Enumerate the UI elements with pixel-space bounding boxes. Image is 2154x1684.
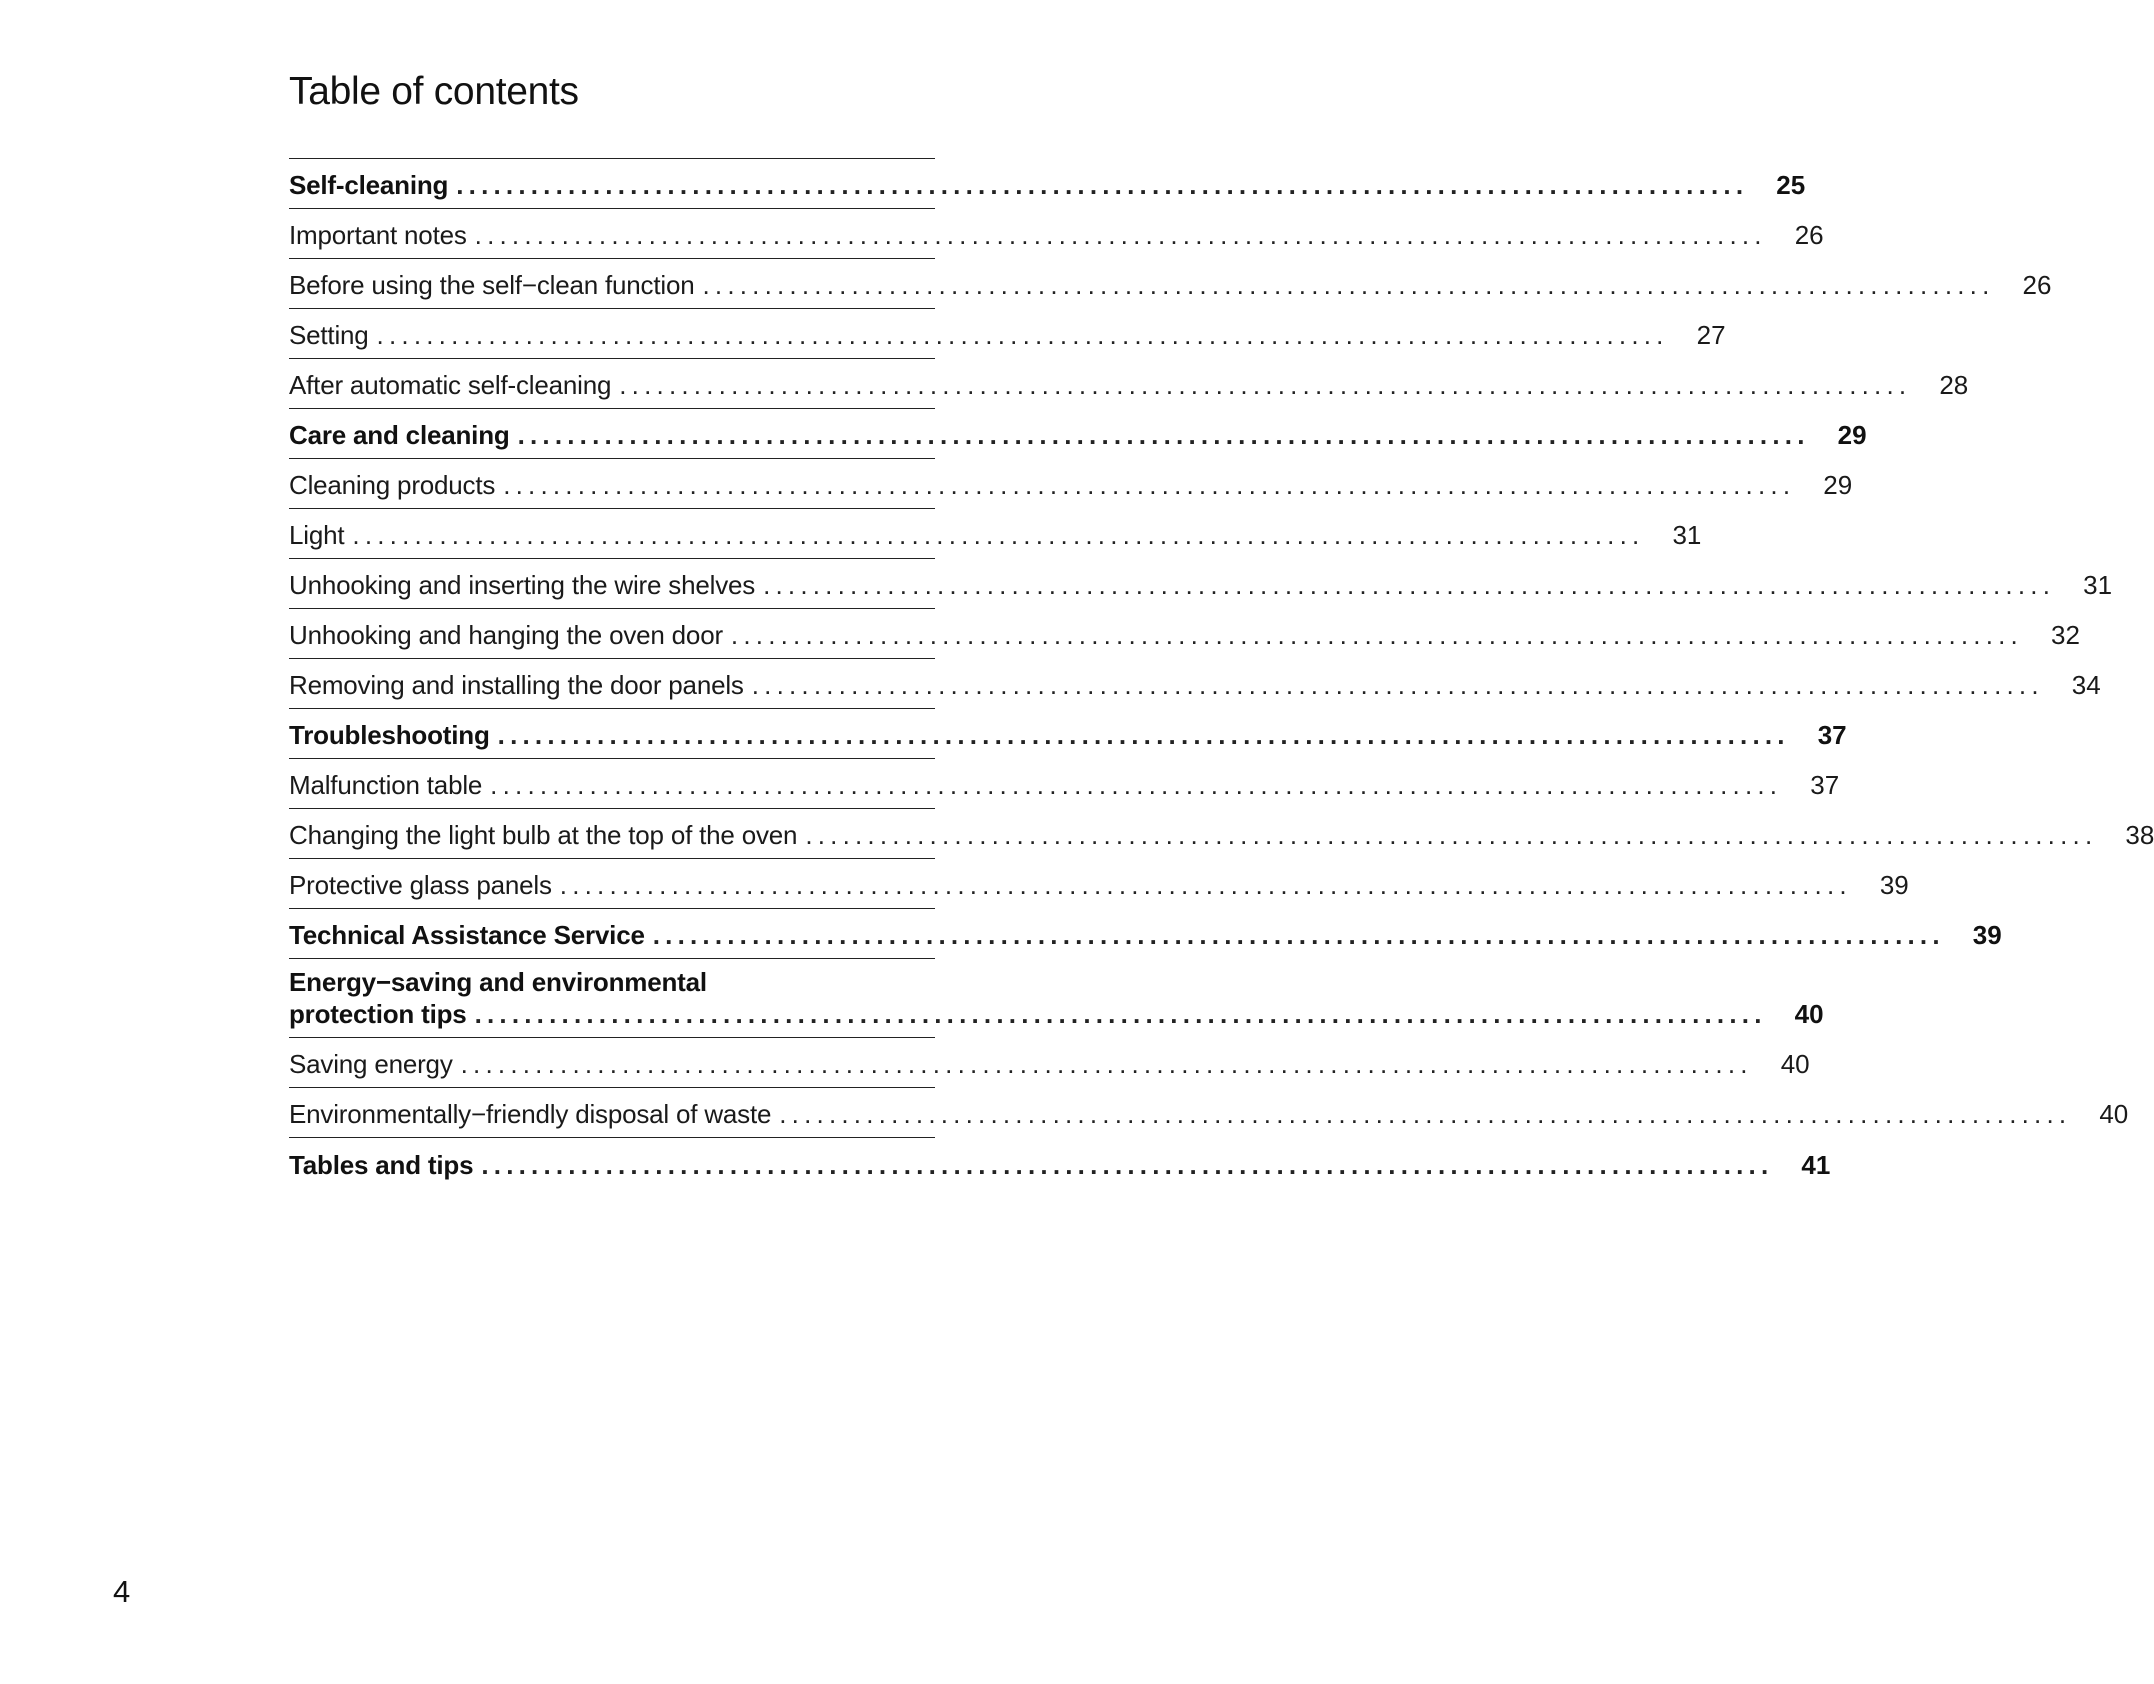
leader-dots: ........................................................................................................ (805, 820, 2098, 850)
table-of-contents (289, 158, 2154, 1188)
leader-dots: ........................................................................................................ (352, 520, 1645, 550)
toc-entry[interactable] (289, 859, 1909, 909)
toc-entry-title: Protective glass panels (289, 871, 560, 899)
leader-dots: ........................................................................................................ (474, 999, 1767, 1029)
leader-dots: ........................................................................................................ (474, 220, 1767, 250)
toc-entry-title: Environmentally−friendly disposal of waste (289, 1100, 779, 1128)
toc-entry-title: Self-cleaning (289, 171, 456, 199)
leader-dots: ........................................................................................................ (619, 370, 1912, 400)
toc-entry-page: 29 (1823, 470, 1853, 500)
toc-entry-page: 29 (1837, 420, 1867, 450)
toc-entry-page: 40 (1780, 1049, 1810, 1079)
leader-dots: ........................................................................................................ (517, 420, 1810, 450)
toc-entry-title: After automatic self-cleaning (289, 371, 619, 399)
toc-entry-page: 40 (2099, 1099, 2129, 1129)
toc-entry[interactable] (289, 709, 1847, 759)
toc-entry[interactable] (289, 909, 2002, 959)
toc-entry[interactable] (289, 659, 2101, 709)
leader-dots: ........................................................................................................ (730, 620, 2023, 650)
toc-entry[interactable] (289, 809, 2154, 859)
toc-entry-title: Important notes (289, 221, 475, 249)
leader-dots: ........................................................................................................ (779, 1099, 2072, 1129)
toc-entry[interactable] (289, 459, 1853, 509)
toc-entry-page: 32 (2050, 620, 2080, 650)
leader-dots: ........................................................................................................ (702, 270, 1995, 300)
toc-entry-title: protection tips (289, 1000, 475, 1028)
toc-entry-page: 38 (2125, 820, 2154, 850)
toc-entry-title: Unhooking and hanging the oven door (289, 621, 731, 649)
page-number: 4 (113, 1574, 131, 1609)
toc-entry[interactable] (289, 309, 1726, 359)
leader-dots: ........................................................................................................ (751, 670, 2044, 700)
leader-dots: ........................................................................................................ (460, 1049, 1753, 1079)
toc-entry[interactable] (289, 159, 1806, 209)
toc-entry-title: Troubleshooting (289, 721, 498, 749)
toc-entry-title: Light (289, 521, 352, 549)
leader-dots: ........................................................................................................ (652, 920, 1945, 950)
toc-entry-page: 41 (1801, 1150, 1831, 1180)
leader-dots: ........................................................................................................ (503, 470, 1796, 500)
toc-entry-page: 37 (1810, 770, 1840, 800)
toc-entry-title: Tables and tips (289, 1151, 481, 1179)
toc-entry-title: Care and cleaning (289, 421, 518, 449)
toc-entry-page: 31 (1672, 520, 1702, 550)
toc-entry[interactable] (289, 759, 1840, 809)
toc-entry[interactable] (289, 509, 1702, 559)
toc-entry-page: 26 (2022, 270, 2052, 300)
toc-entry[interactable] (289, 259, 2052, 309)
toc-entry[interactable] (289, 359, 1969, 409)
toc-entry[interactable] (289, 1138, 1831, 1188)
leader-dots: ........................................................................................................ (456, 170, 1749, 200)
toc-entry-page: 25 (1776, 170, 1806, 200)
leader-dots: ........................................................................................................ (376, 320, 1669, 350)
leader-dots: ........................................................................................................ (481, 1150, 1774, 1180)
toc-entry-title: Removing and installing the door panels (289, 671, 752, 699)
toc-entry-title: Technical Assistance Service (289, 921, 653, 949)
toc-entry-page: 39 (1972, 920, 2002, 950)
toc-entry-page: 26 (1794, 220, 1824, 250)
leader-dots: ........................................................................................................ (559, 870, 1852, 900)
toc-entry-page: 34 (2071, 670, 2101, 700)
toc-entry[interactable] (289, 559, 2113, 609)
toc-entry-page: 37 (1817, 720, 1847, 750)
toc-entry-page: 28 (1939, 370, 1969, 400)
toc-entry-page: 39 (1879, 870, 1909, 900)
toc-entry-page: 27 (1696, 320, 1726, 350)
toc-entry[interactable] (289, 959, 1824, 1038)
leader-dots: ........................................................................................................ (490, 770, 1783, 800)
toc-entry-title: Saving energy (289, 1050, 461, 1078)
toc-entry-title: Changing the light bulb at the top of the oven (289, 821, 805, 849)
toc-entry[interactable] (289, 209, 1824, 259)
toc-entry[interactable] (289, 609, 2080, 659)
leader-dots: ........................................................................................................ (763, 570, 2056, 600)
toc-entry[interactable] (289, 409, 1867, 459)
toc-entry-title: Cleaning products (289, 471, 503, 499)
toc-entry-title: Before using the self−clean function (289, 271, 702, 299)
toc-entry[interactable] (289, 1088, 2129, 1138)
toc-entry-title: Malfunction table (289, 771, 490, 799)
leader-dots: ........................................................................................................ (497, 720, 1790, 750)
toc-entry-title: Setting (289, 321, 377, 349)
toc-entry-page: 31 (2083, 570, 2113, 600)
toc-entry-title: Unhooking and inserting the wire shelves (289, 571, 763, 599)
toc-entry-title-line-1: Energy−saving and environmental (289, 967, 707, 997)
toc-entry[interactable] (289, 1038, 1810, 1088)
page-title: Table of contents (289, 70, 579, 113)
toc-entry-page: 40 (1794, 999, 1824, 1029)
